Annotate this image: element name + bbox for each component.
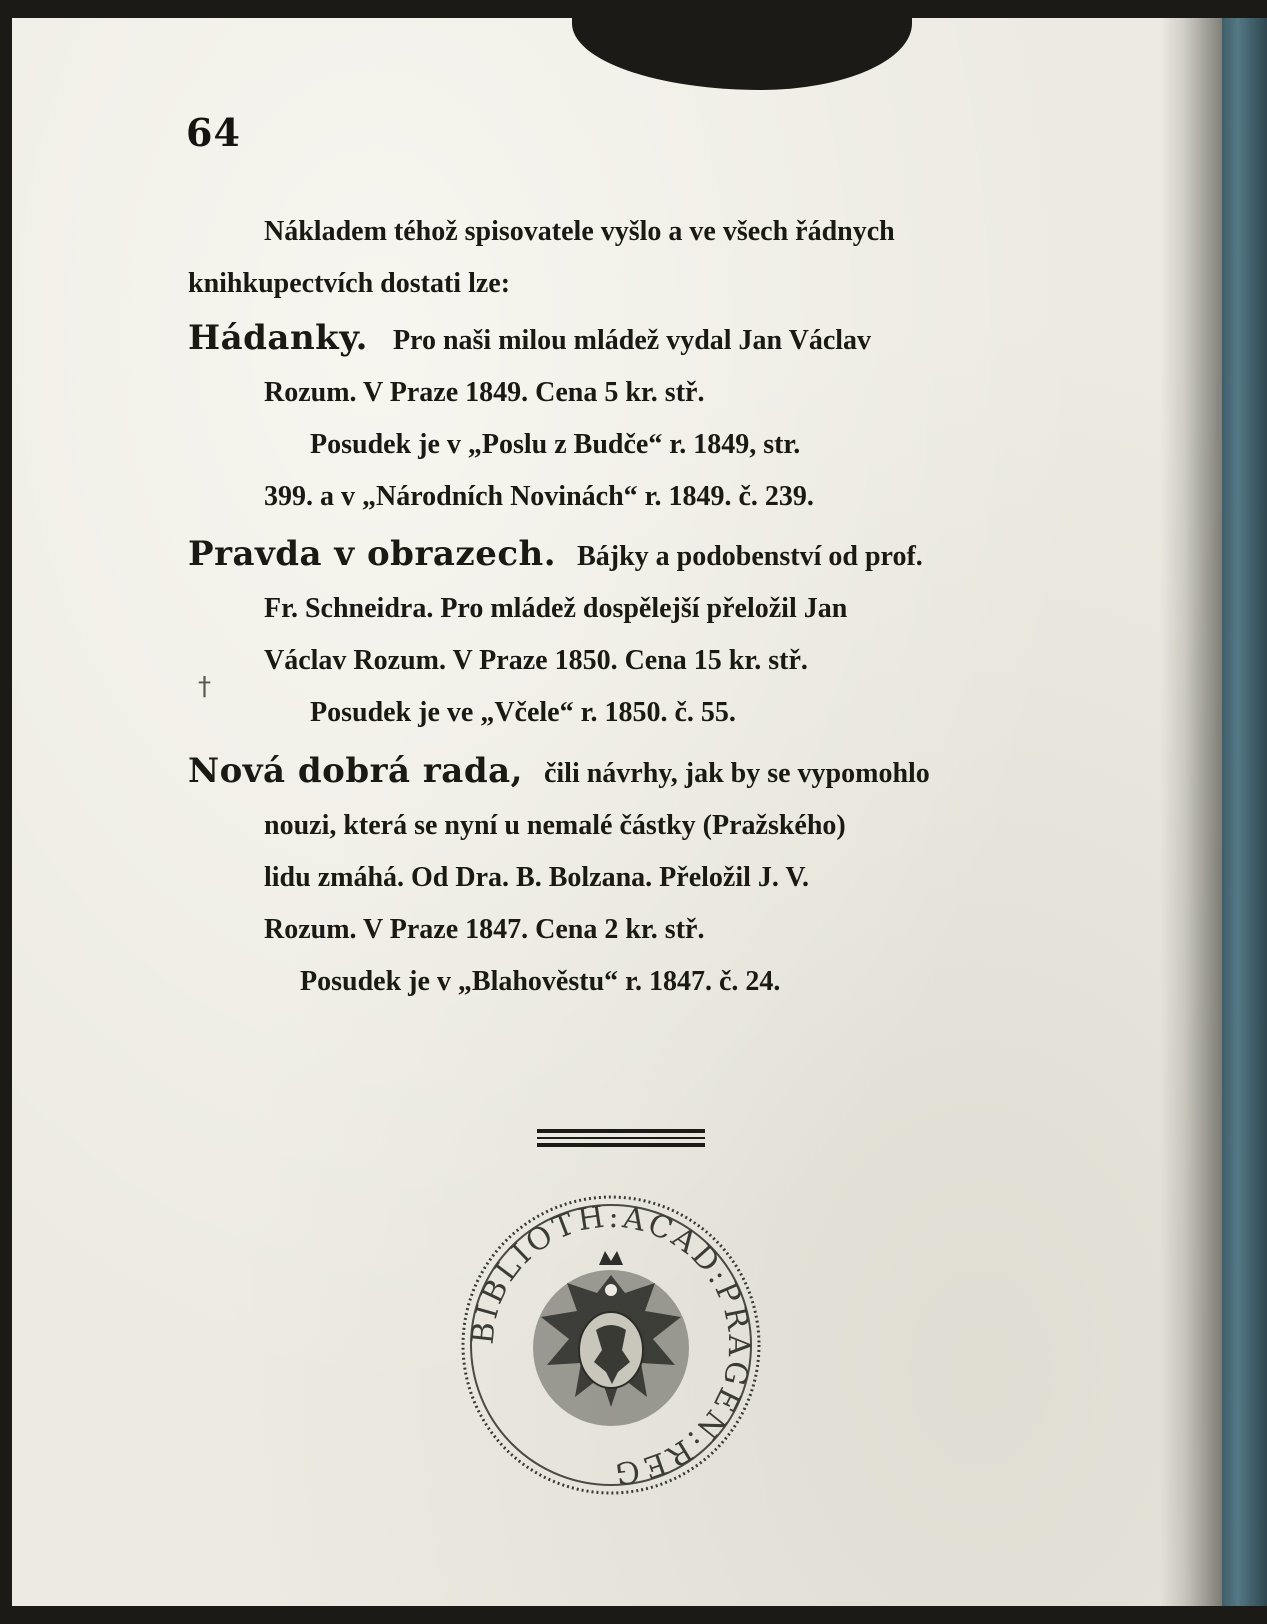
intro-line-2: knihkupectvích dostati lze:	[188, 268, 511, 299]
entry-title: Nová dobrá rada,	[188, 751, 523, 791]
entry-title: Hádanky.	[188, 318, 368, 358]
entry-title: Pravda v obrazech.	[188, 534, 557, 574]
entry-line: čili návrhy, jak by se vypomohlo	[543, 758, 930, 789]
entry-line: 399. a v „Národních Novinách“ r. 1849. č. 239.	[264, 481, 814, 512]
entry-pravda-v-obrazech	[188, 528, 1068, 739]
entry-line: Rozum. V Praze 1847. Cena 2 kr. stř.	[264, 914, 705, 945]
entry-line: Posudek je ve „Včele“ r. 1850. č. 55.	[310, 697, 736, 728]
page-tear	[572, 18, 912, 90]
binding-shadow	[1160, 18, 1222, 1606]
intro-paragraph	[188, 206, 1068, 310]
entry-line: Bájky a podobenství od prof.	[577, 541, 923, 572]
entry-line: Rozum. V Praze 1849. Cena 5 kr. stř.	[264, 377, 705, 408]
entry-nova-dobra-rada	[188, 745, 1068, 1008]
entry-line: Posudek je v „Poslu z Budče“ r. 1849, str.	[310, 429, 801, 460]
library-stamp-icon	[456, 1190, 766, 1500]
margin-mark-icon: †	[198, 672, 211, 702]
entry-line: Posudek je v „Blahověstu“ r. 1847. č. 24.	[300, 966, 781, 997]
page-number: 64	[186, 110, 241, 155]
book-edge	[1222, 18, 1267, 1606]
entry-hadanky	[188, 312, 1068, 523]
intro-line-1: Nákladem téhož spisovatele vyšlo a ve všech řádnych	[264, 216, 895, 247]
entry-line: lidu zmáhá. Od Dra. B. Bolzana. Přeložil J. V.	[264, 862, 809, 893]
entry-line: Václav Rozum. V Praze 1850. Cena 15 kr. stř.	[264, 645, 808, 676]
entry-line: Pro naši milou mládež vydal Jan Václav	[392, 325, 872, 356]
entry-line: Fr. Schneidra. Pro mládež dospělejší přeložil Jan	[264, 593, 848, 624]
entry-line: nouzi, která se nyní u nemalé částky (Pražského)	[264, 810, 846, 841]
svg-text:BIBLIOTH:ACAD:PRAGEN:REG: BIBLIOTH:ACAD:PRAGEN:REG	[465, 1199, 757, 1491]
double-rule-divider	[537, 1129, 705, 1151]
